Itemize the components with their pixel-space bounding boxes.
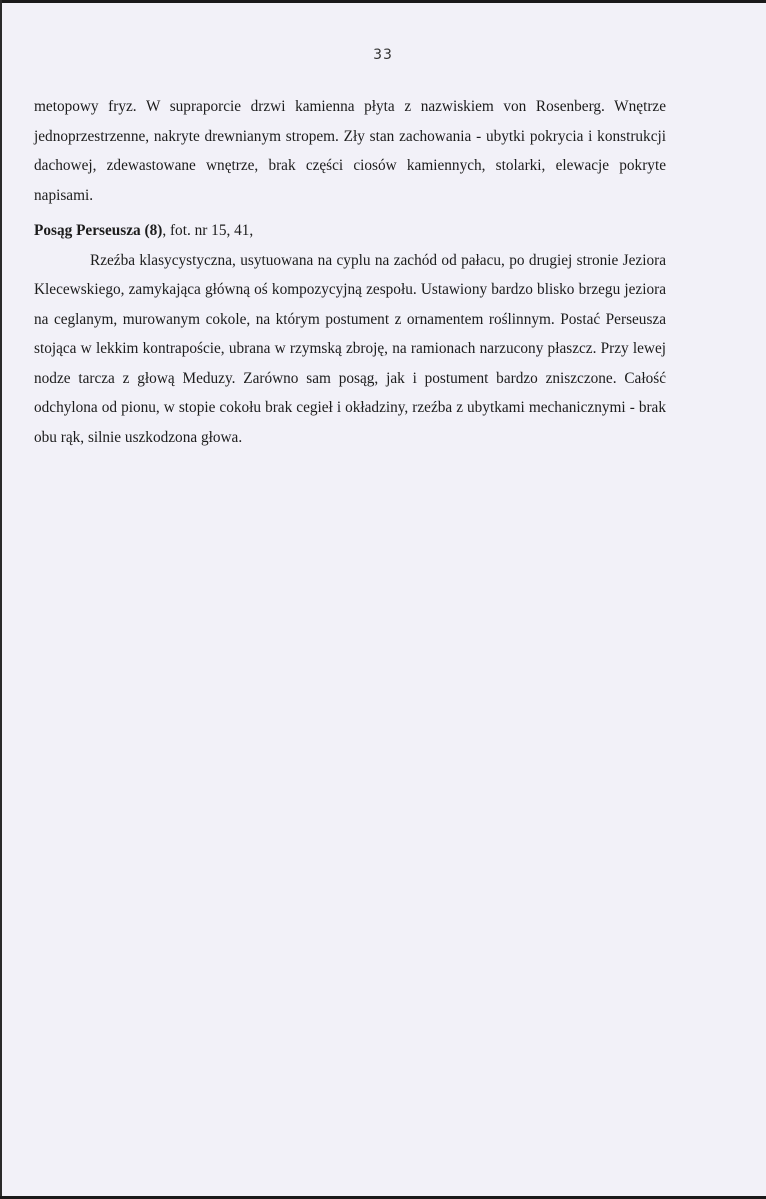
page-number: 33 xyxy=(373,47,393,63)
heading-title: Posąg Perseusza xyxy=(34,222,141,239)
scan-edge-top xyxy=(0,0,766,3)
paragraph-building-description: metopowy fryz. W supraporcie drzwi kamienna płyta z nazwiskiem von Rosenberg. Wnętrze jednoprzestrzenne, nakryte drewnianym stropem. Zły stan zachowania - ubytki pokrycia i konstrukcji dachowej, zdewastowane wnętrze, brak części ciosów kamiennych, stolarki, elewacje pokryte napisami. xyxy=(34,98,666,204)
paragraph-statue-description: Rzeźba klasycystyczna, usytuowana na cyplu na zachód od pałacu, po drugiej stronie Jeziora Klecewskiego, zamykająca główną oś kompozycyjną zespołu. Ustawiony bardzo blisko brzegu jeziora na ceglanym, murowanym cokole, na którym postument z ornamentem roślinnym. Postać Perseusza stojąca w lekkim kontrapoście, ubrana w rzymską zbroję, na ramionach narzucony płaszcz. Przy lewej nodze tarcza z głową Meduzy. Zarówno sam posąg, jak i postument bardzo zniszczone. Całość odchylona od pionu, w stopie cokołu brak cegieł i okładziny, rzeźba z ubytkami mechanicznymi - brak obu rąk, silnie uszkodzona głowa. xyxy=(34,251,666,446)
document-body xyxy=(34,92,666,452)
scan-edge-left xyxy=(0,0,2,1199)
section-heading xyxy=(34,216,666,246)
heading-photo-reference: , fot. nr 15, 41, xyxy=(162,222,254,239)
heading-number: (8) xyxy=(144,222,163,239)
